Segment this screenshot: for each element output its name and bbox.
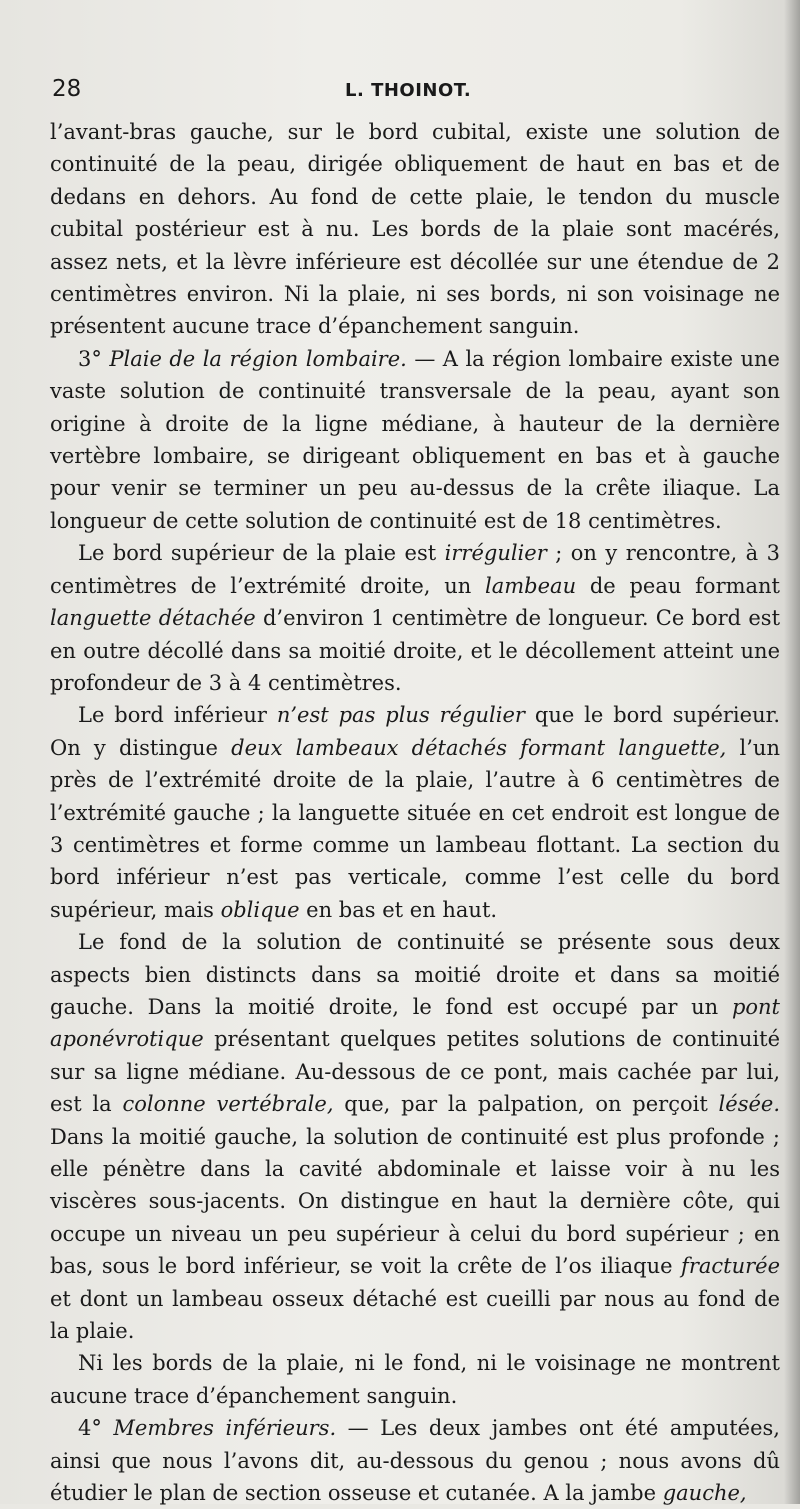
- text-run: — Les deux jambes ont été amputées, ainsi que nous l’avons dit, au-dessous du genou ; nous avons dû étudier le plan de section osseuse et cutanée. A la jambe: [50, 1416, 780, 1506]
- text-run: Dans la moitié gauche, la solution de continuité est plus profonde ; elle pénètre dans la cavité abdominale et laisse voir à nu les viscères sous-jacents. On distingue en haut la dernière côte, qui occupe un niveau un peu supérieur à celui du bord supérieur ; en bas, sous le bord inférieur, se voit la crête de l’os iliaque: [50, 1124, 780, 1279]
- text-run: Le bord supérieur de la plaie est: [78, 541, 445, 566]
- text-run: Ni les bords de la plaie, ni le fond, ni le voisinage ne montrent aucune trace d’épanchement sanguin.: [50, 1351, 780, 1408]
- paragraph: [50, 699, 780, 926]
- italic-run: fracturée: [681, 1254, 780, 1279]
- italic-run: deux lambeaux détachés formant languette,: [231, 735, 727, 760]
- text-run: que le bord supérieur. On y distingue: [50, 703, 780, 760]
- text-run: que, par la palpation, on perçoit: [333, 1092, 719, 1117]
- italic-run: gauche,: [662, 1481, 747, 1506]
- text-run: 3°: [78, 346, 110, 371]
- paragraph: [50, 926, 780, 1347]
- text-run: d’environ 1 centimètre de longueur. Ce bord est en outre décollé dans sa moitié droite, et le décollement atteint une profondeur de 3 à 4 centimètres.: [50, 606, 781, 695]
- italic-run: oblique: [220, 897, 300, 922]
- italic-run: lambeau: [485, 573, 577, 598]
- paragraph: [50, 343, 780, 537]
- italic-run: Membres inférieurs.: [113, 1416, 337, 1441]
- page-edge-shadow: [784, 0, 800, 1504]
- italic-run: n’est pas plus régulier: [276, 703, 525, 728]
- text-run: 4°: [78, 1416, 114, 1441]
- running-head: L. THOINOT.: [345, 80, 472, 101]
- italic-run: pont aponévrotique: [50, 994, 780, 1052]
- page-number: 28: [52, 76, 82, 102]
- text-run: Le fond de la solution de continuité se présente sous deux aspects bien distincts dans sa moitié droite et dans sa moitié gauche. Dans la moitié droite, le fond est occupé par un: [50, 930, 780, 1019]
- body-text: [50, 116, 780, 1509]
- text-run: Le bord inférieur: [78, 703, 277, 728]
- italic-run: lésée.: [718, 1092, 780, 1117]
- text-run: et dont un lambeau osseux détaché est cueilli par nous au fond de la plaie.: [50, 1286, 780, 1344]
- italic-run: languette détachée: [50, 606, 256, 631]
- paragraph: [50, 1412, 780, 1509]
- text-run: de peau formant: [576, 573, 781, 598]
- text-run: l’un près de l’extrémité droite de la plaie, l’autre à 6 centimètres de l’extrémité gauche ; la languette située en cet endroit est longue de 3 centimètres et forme comme un lambeau flottant. La section du bord inférieur n’est pas verticale, comme l’est celle du bord supérieur, mais: [50, 735, 780, 922]
- paragraph: [50, 537, 780, 699]
- paragraph: [50, 116, 780, 343]
- italic-run: colonne vertébrale,: [122, 1092, 334, 1117]
- italic-run: Plaie de la région lombaire.: [109, 346, 407, 371]
- text-run: présentant quelques petites solutions de continuité sur sa ligne médiane. Au-dessous de ce pont, mais cachée par lui, est la: [50, 1027, 780, 1117]
- text-run: — A la région lombaire existe une vaste solution de continuité transversale de la peau, ayant son origine à droite de la ligne médiane, à hauteur de la dernière vertèbre lombaire, se dirigeant obliquement en bas et à gauche pour venir se terminer un peu au-dessus de la crête iliaque. La longueur de cette solution de continuité est de 18 centimètres.: [50, 346, 780, 533]
- page-header: [52, 76, 752, 112]
- text-run: ; on y rencontre, à 3 centimètres de l’extrémité droite, un: [50, 541, 780, 598]
- italic-run: irrégulier: [444, 541, 547, 566]
- text-run: l’avant-bras gauche, sur le bord cubital, existe une solution de continuité de la peau, dirigée obliquement de haut en bas et de dedans en dehors. Au fond de cette plaie, le tendon du muscle cubital postérieur est à nu. Les bords de la plaie sont macérés, assez nets, et la lèvre inférieure est décollée sur une étendue de 2 centimètres environ. Ni la plaie, ni ses bords, ni son voisinage ne présentent aucune trace d’épanchement sanguin.: [50, 120, 780, 339]
- paragraph: [50, 1347, 780, 1412]
- text-run: en bas et en haut.: [299, 897, 498, 922]
